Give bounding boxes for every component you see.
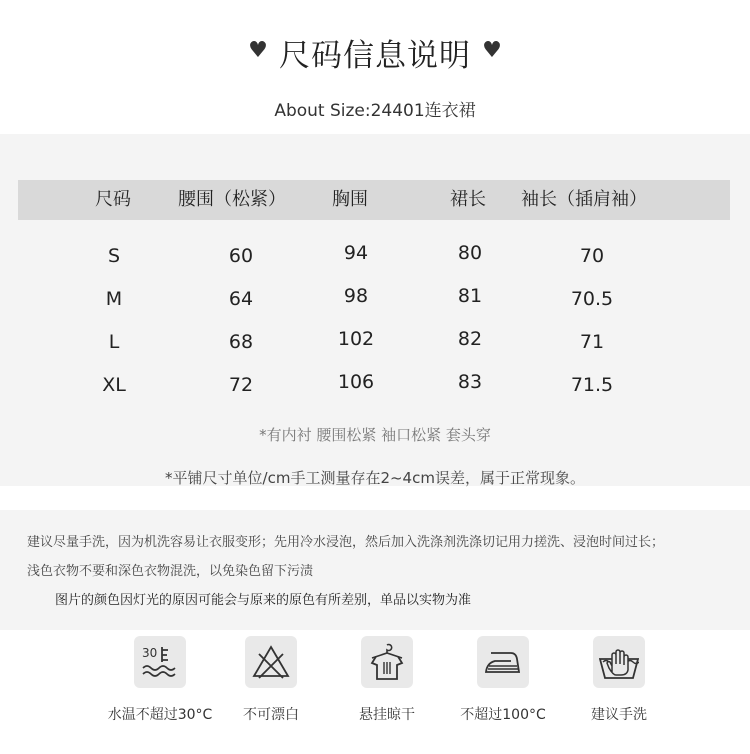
sleeve-cell: 71.5 [570,374,614,396]
table-row [0,285,750,315]
waist-cell: 68 [228,331,254,353]
care-icon-label: 不超过100°C [460,707,546,723]
care-icon-item [559,636,679,724]
care-icon-item [211,636,331,724]
size-cell: M [105,288,123,310]
heart-icon-right: ♥ [482,38,502,63]
care-icons-row [0,630,750,754]
wash-30-icon [134,636,186,688]
column-header-waist: 腰围（松紧） [178,189,286,210]
table-row [0,328,750,358]
care-icon-label: 悬挂晾干 [359,707,415,723]
measurement-note: *平铺尺寸单位/cm手工测量存在2~4cm误差，属于正常现象。 [165,469,585,487]
care-icon-item [327,636,447,724]
page-header [0,0,750,134]
sleeve-cell: 70 [579,245,605,267]
waist-cell: 64 [228,288,254,310]
table-row [0,242,750,272]
care-instructions [0,510,750,630]
care-icon-item [443,636,563,724]
bust-cell: 94 [343,242,369,264]
care-text-line: 建议尽量手洗，因为机洗容易让衣服变形；先用冷水浸泡，然后加入洗涤剂洗涤切记用力搓洗、浸泡时间过长； [27,535,665,550]
care-icon-label: 建议手洗 [591,707,647,723]
length-cell: 81 [457,285,483,307]
wash-temp-text: 30 [142,646,158,660]
table-row [0,371,750,401]
length-cell: 82 [457,328,483,350]
care-text-line: 浅色衣物不要和深色衣物混洗，以免染色留下污渍 [27,564,314,579]
color-disclaimer: 图片的颜色因灯光的原因可能会与原来的原色有所差别，单品以实物为准 [55,593,472,608]
column-header-size: 尺码 [95,189,131,210]
hand-wash-icon [593,636,645,688]
column-header-sleeve: 袖长（插肩袖） [521,189,647,210]
no-bleach-icon [245,636,297,688]
length-cell: 83 [457,371,483,393]
length-cell: 80 [457,242,483,264]
page-subtitle: About Size:24401连衣裙 [274,101,476,121]
bust-cell: 98 [343,285,369,307]
sleeve-cell: 71 [579,331,605,353]
sleeve-cell: 70.5 [570,288,614,310]
hang-dry-icon [361,636,413,688]
column-header-bust: 胸围 [332,189,368,210]
heart-icon-left: ♥ [248,38,268,63]
size-table-section [0,134,750,486]
bust-cell: 102 [337,328,375,350]
column-header-length: 裙长 [450,189,486,210]
size-table-header [18,180,730,220]
care-icon-label: 不可漂白 [243,707,299,723]
size-cell: S [107,245,121,267]
size-cell: L [108,331,120,353]
page-title: 尺码信息说明 [279,38,471,74]
waist-cell: 60 [228,245,254,267]
size-cell: XL [102,374,126,396]
iron-icon [477,636,529,688]
bust-cell: 106 [337,371,375,393]
title-row [0,30,750,75]
care-icon-item [100,636,220,724]
feature-note: *有内衬 腰围松紧 袖口松紧 套头穿 [259,426,491,444]
care-icon-label: 水温不超过30°C [107,707,213,723]
waist-cell: 72 [228,374,254,396]
